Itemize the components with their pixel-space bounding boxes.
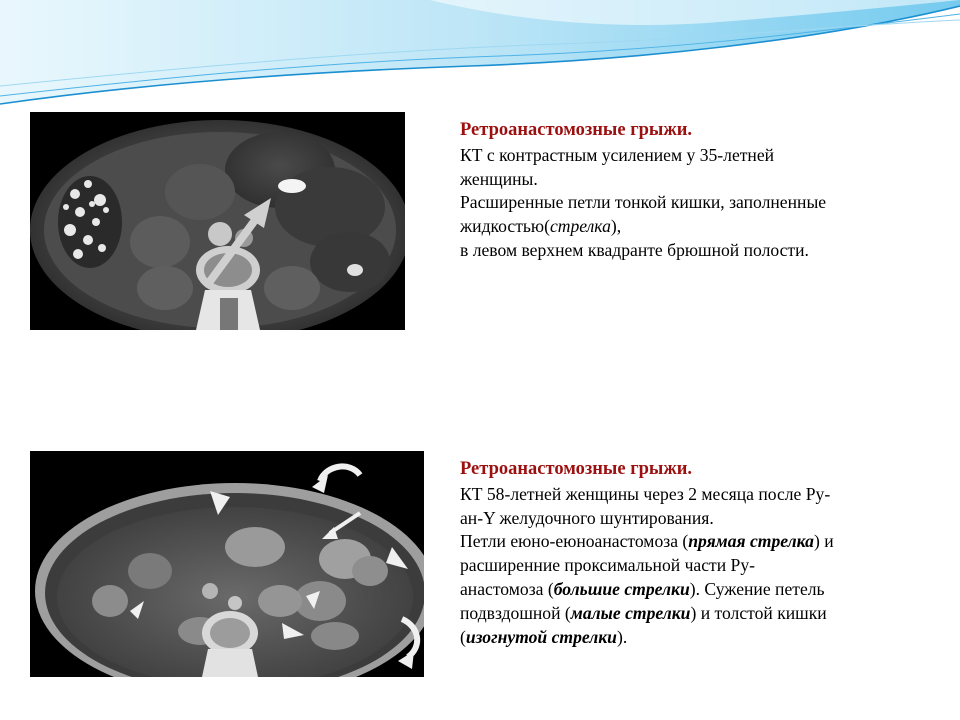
caption-1-title: Ретроанастомозные грыжи. — [460, 120, 693, 140]
caption-2-line-3-pre: Петли еюно-еюноанастомоза ( — [460, 531, 689, 552]
caption-2-line-6-pre: подвздошной ( — [460, 602, 571, 623]
caption-2-line-3-post: ) и — [813, 531, 834, 552]
caption-1-line-3: Расширенные петли тонкой кишки, заполненные — [460, 192, 827, 213]
caption-2-line-3 — [460, 530, 930, 554]
caption-2 — [460, 458, 930, 649]
caption-2-title: Ретроанастомозные грыжи. — [460, 459, 693, 479]
decorative-wave-header — [0, 0, 960, 120]
caption-2-line-5-emphasis: большие стрелки — [553, 578, 690, 599]
caption-2-line-7-pre: ( — [460, 626, 466, 647]
caption-2-line-6-emphasis: малые стрелки — [570, 602, 691, 623]
caption-2-line-1: КТ 58-летней женщины через 2 месяца после Ру- — [460, 483, 831, 504]
caption-2-line-4: расширенние проксимальной части Ру- — [460, 555, 755, 576]
caption-1 — [460, 119, 930, 263]
caption-2-line-6 — [460, 602, 930, 626]
caption-1-line-4-emphasis: стрелка — [549, 216, 611, 237]
caption-1-line-4-pre: жидкостью( — [460, 216, 550, 237]
ct-scan-1-graphic — [30, 112, 405, 330]
caption-2-line-7 — [460, 626, 930, 650]
caption-2-line-6-post: ) и толстой кишки — [690, 602, 827, 623]
caption-1-line-4-post: ), — [610, 216, 622, 237]
ct-scan-2-graphic — [30, 451, 424, 677]
caption-1-line-5: в левом верхнем квадранте брюшной полости. — [460, 239, 809, 260]
caption-2-line-5 — [460, 578, 930, 602]
caption-1-line-4 — [460, 215, 930, 239]
ct-scan-image-1 — [30, 112, 405, 330]
ct-scan-image-2 — [30, 451, 424, 677]
caption-1-line-1: КТ с контрастным усилением у 35-летней — [460, 144, 775, 165]
caption-2-line-7-emphasis: изогнутой стрелки — [465, 626, 617, 647]
caption-2-line-2: ан-Y желудочного шунтирования. — [460, 507, 714, 528]
caption-1-line-2: женщины. — [460, 168, 538, 189]
caption-2-line-3-emphasis: прямая стрелка — [688, 531, 814, 552]
caption-2-line-7-post: ). — [616, 626, 628, 647]
caption-2-line-5-post: ). Сужение петель — [689, 578, 825, 599]
caption-2-line-5-pre: анастомоза ( — [460, 578, 554, 599]
